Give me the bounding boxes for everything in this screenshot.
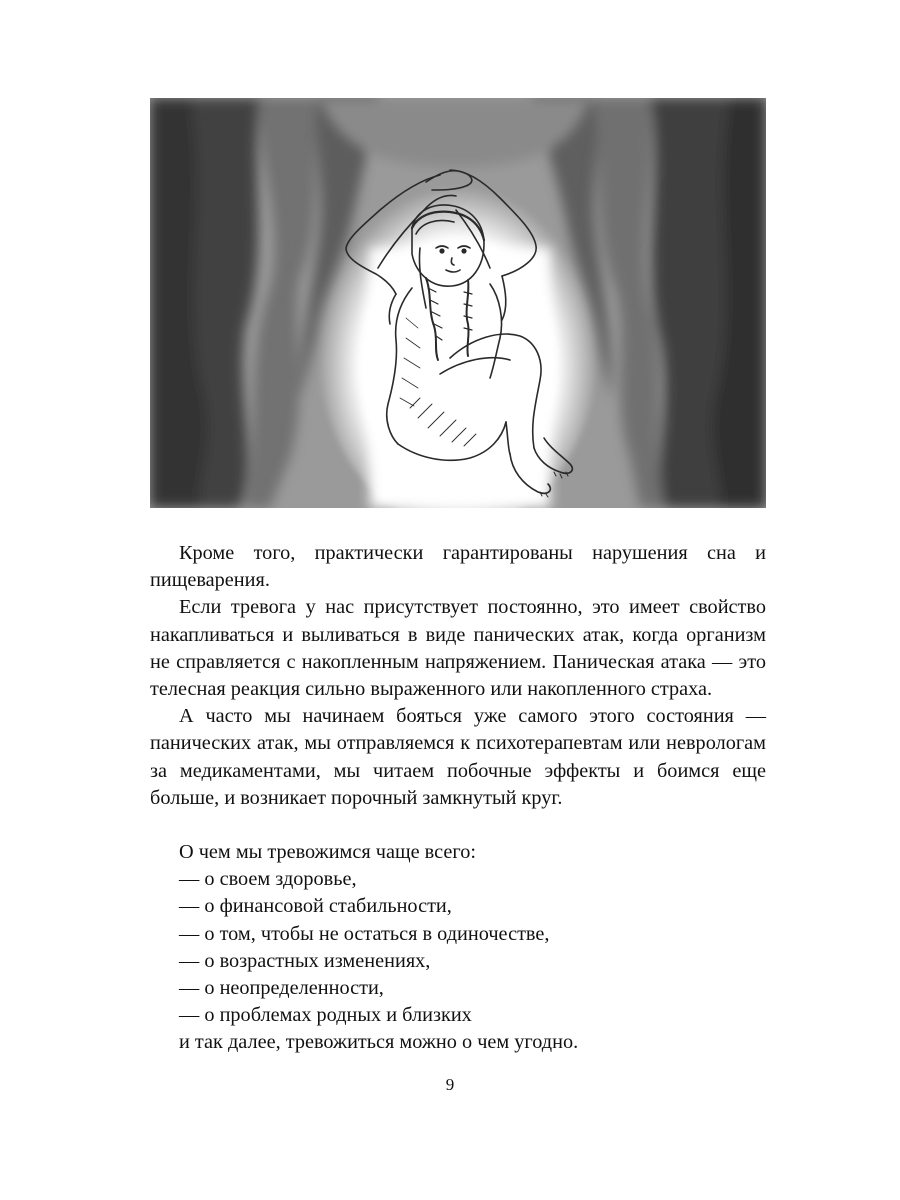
paragraph-2: Если тревога у нас присутствует постоянно, это имеет свойство накапливаться и выливаться в виде панических атак, когда организм не справляется с накопленным напряжением. Паническая атака — это телесная реакция сильно выраженного или накопленного страха.: [150, 596, 766, 701]
worry-list: [150, 866, 766, 1029]
list-item: — о том, чтобы не остаться в одиночестве,: [179, 922, 550, 945]
body-text: [150, 540, 766, 1057]
paragraph-3: А часто мы начинаем бояться уже самого этого состояния — панических атак, мы отправляемся к психотерапевтам или неврологам за медикаментами, мы читаем побочные эффекты и боимся еще больше, и возникает порочный замкнутый круг.: [150, 705, 766, 809]
illustration: [150, 98, 766, 508]
list-item: — о проблемах родных и близких: [179, 1004, 472, 1027]
list-item: — о неопределенности,: [179, 977, 384, 1000]
list-item: — о своем здоровье,: [179, 868, 357, 891]
list-intro: О чем мы тревожимся чаще всего:: [179, 841, 476, 864]
list-outro: и так далее, тревожиться можно о чем угодно.: [179, 1031, 579, 1054]
ink-wash-drawing: [150, 98, 766, 508]
list-item: — о финансовой стабильности,: [179, 895, 452, 918]
paragraph-1: Кроме того, практически гарантированы нарушения сна и пищеварения.: [150, 542, 766, 592]
page-number: 9: [445, 1075, 455, 1094]
list-item: — о возрастных изменениях,: [179, 949, 431, 972]
spacer: [150, 812, 766, 839]
